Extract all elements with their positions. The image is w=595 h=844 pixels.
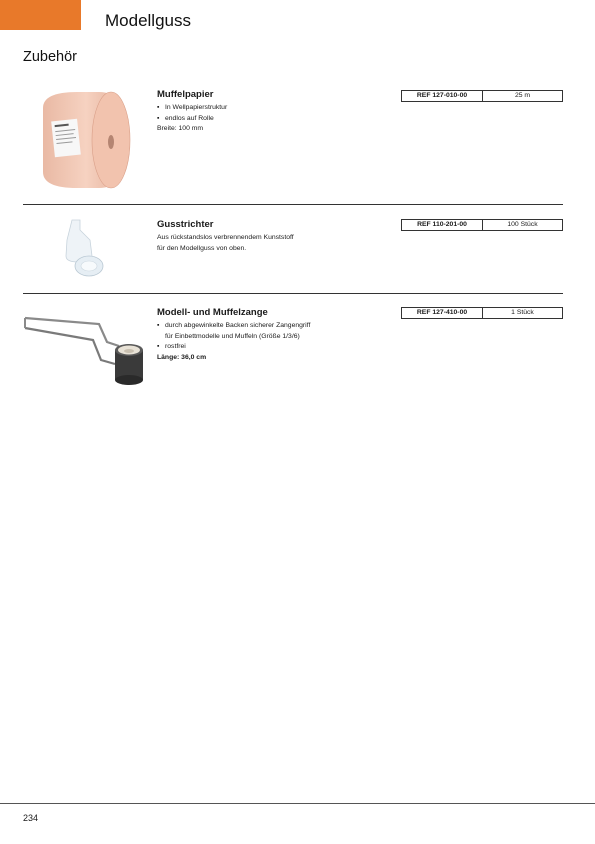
product-divider (23, 293, 563, 294)
section-title: Zubehör (23, 49, 78, 65)
ref-box (401, 219, 563, 231)
spec-line: Breite: 100 mm (157, 125, 204, 132)
tongs-image (23, 312, 147, 395)
ref-box (401, 90, 563, 102)
header-accent-bar (0, 0, 81, 30)
quantity: 1 Stück (511, 309, 534, 316)
feature-line-continued: für Einbettmodelle und Muffeln (Größe 1/3/6) (165, 332, 300, 340)
casting-funnel-image (62, 218, 108, 285)
product-name: Muffelpapier (157, 89, 214, 100)
ref-box (401, 307, 563, 319)
spec-line: Länge: 36,0 cm (157, 353, 207, 361)
description-line: Aus rückstandslos verbrennendem Kunststoff (157, 234, 294, 241)
product-name: Modell- und Muffelzange (157, 307, 268, 318)
product-info (157, 307, 397, 363)
page-number: 234 (23, 813, 39, 823)
description-line: für den Modellguss von oben. (157, 244, 247, 252)
ref-number: REF 127-410-00 (402, 308, 483, 318)
feature-line: ▪ In Wellpapierstruktur (157, 104, 228, 111)
product-info (157, 89, 397, 135)
footer-divider (0, 803, 595, 804)
product-divider (23, 204, 563, 205)
page-title: Modellguss (105, 11, 191, 30)
ref-number: REF 110-201-00 (402, 220, 483, 230)
product-info (157, 219, 397, 254)
product-name: Gusstrichter (157, 219, 214, 230)
quantity: 25 m (514, 92, 531, 99)
quantity: 100 Stück (507, 221, 538, 228)
feature-line: ▪ rostfrei (157, 343, 186, 350)
paper-roll-image (37, 90, 133, 197)
feature-line: ▪ durch abgewinkelte Backen sicherer Zangengriff (157, 322, 311, 329)
feature-line: ▪ endlos auf Rolle (157, 114, 214, 122)
ref-number: REF 127-010-00 (402, 91, 483, 101)
